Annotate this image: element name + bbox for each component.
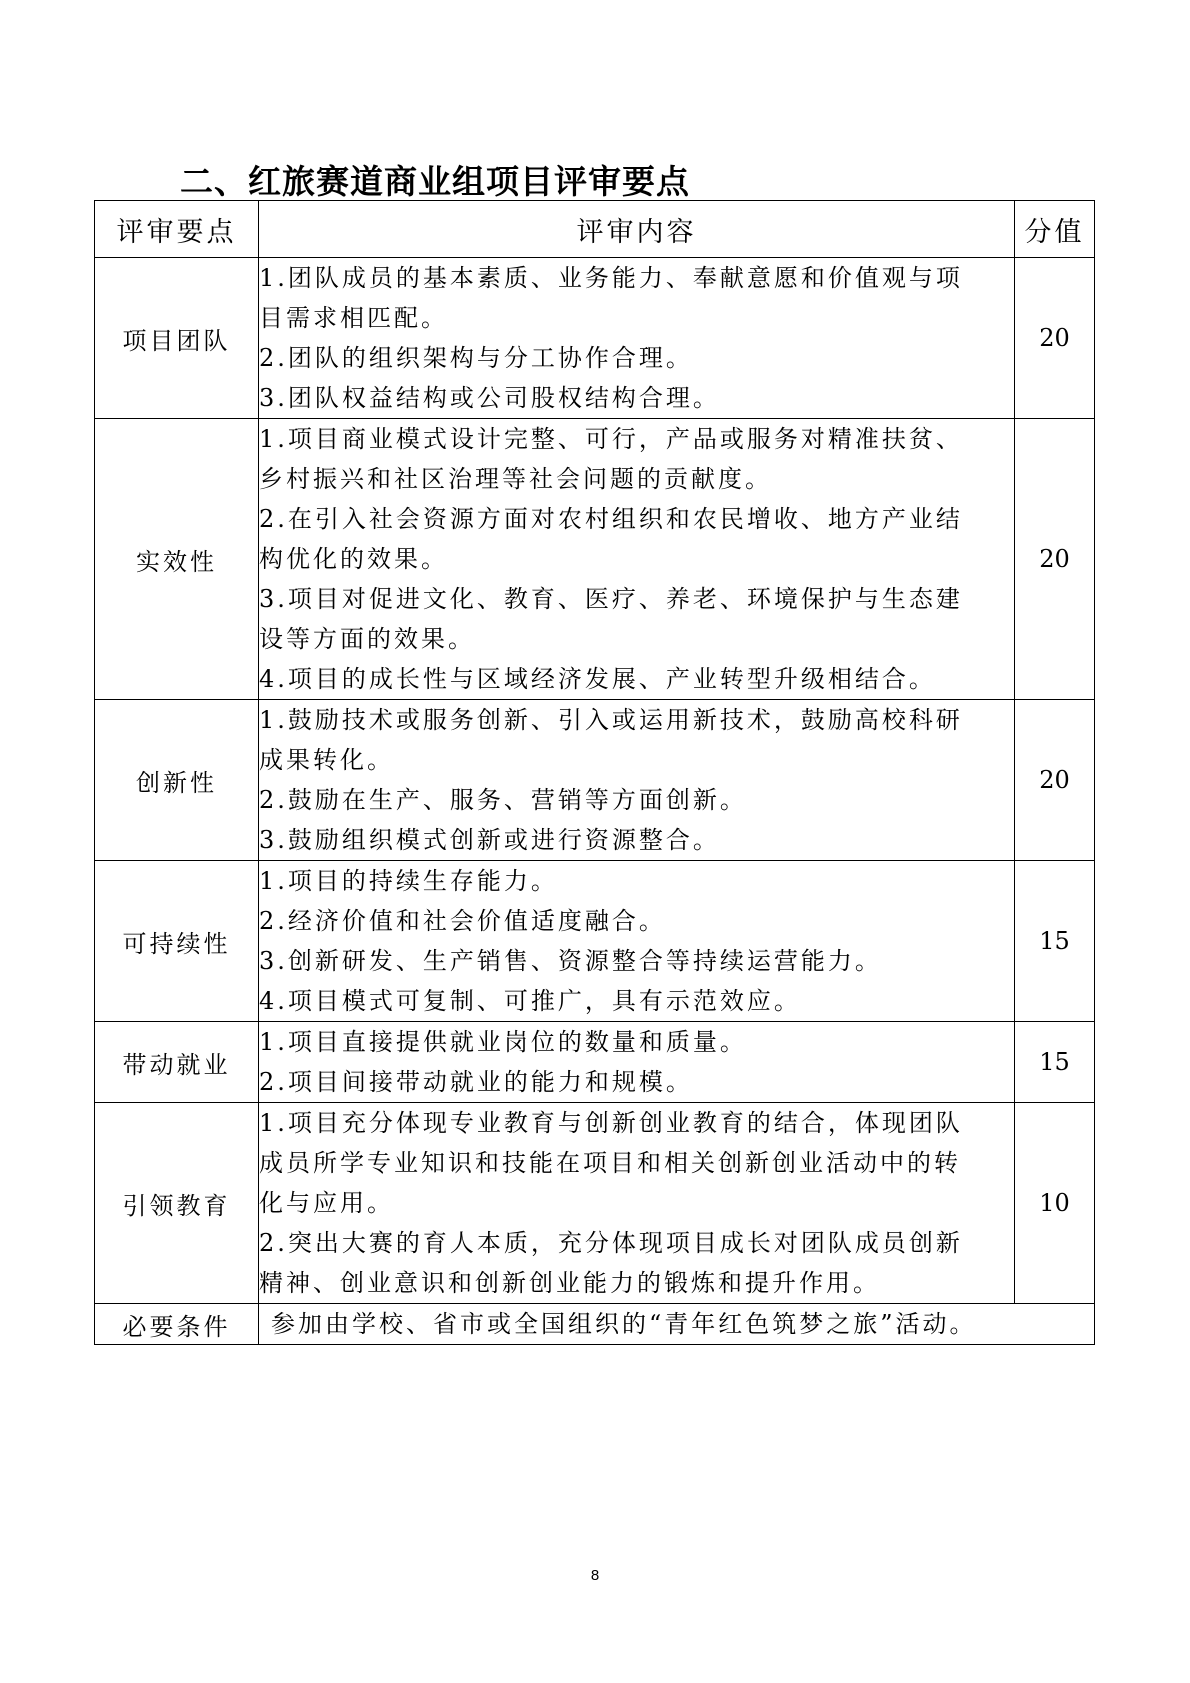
table-row [95, 419, 1095, 700]
review-content-line: 1.项目商业模式设计完整、可行，产品或服务对精准扶贫、 [259, 425, 963, 453]
review-content-line: 3.创新研发、生产销售、资源整合等持续运营能力。 [259, 947, 882, 975]
score-value: 15 [1015, 1022, 1095, 1103]
review-content-line: 成员所学专业知识和技能在项目和相关创新创业活动中的转 [259, 1149, 961, 1177]
review-point-label: 可持续性 [95, 861, 259, 1022]
review-content-line: 目需求相匹配。 [259, 304, 448, 332]
review-content-line: 2.经济价值和社会价值适度融合。 [259, 907, 666, 935]
review-content-cell [259, 258, 1015, 419]
review-content-line: 1.项目的持续生存能力。 [259, 867, 558, 895]
score-value: 20 [1015, 419, 1095, 700]
review-content-cell [259, 419, 1015, 700]
table-row [95, 1022, 1095, 1103]
table-row-required [95, 1304, 1095, 1345]
required-content-cell [259, 1304, 1095, 1345]
review-content-line: 2.鼓励在生产、服务、营销等方面创新。 [259, 786, 747, 814]
review-point-label: 实效性 [95, 419, 259, 700]
table-row [95, 258, 1095, 419]
header-review-point: 评审要点 [95, 201, 259, 258]
page-number: 8 [590, 1567, 600, 1584]
table-body [95, 258, 1095, 1345]
review-content-line: 2.团队的组织架构与分工协作合理。 [259, 344, 693, 372]
review-content-cell [259, 700, 1015, 861]
review-content-line: 3.团队权益结构或公司股权结构合理。 [259, 384, 720, 412]
table-row [95, 700, 1095, 861]
review-content-line: 1.团队成员的基本素质、业务能力、奉献意愿和价值观与项 [259, 264, 963, 292]
review-content-cell [259, 1103, 1015, 1304]
review-content-cell [259, 1022, 1015, 1103]
review-content-line: 设等方面的效果。 [259, 625, 475, 653]
review-content-cell [259, 861, 1015, 1022]
table-row [95, 1103, 1095, 1304]
review-content-line: 构优化的效果。 [259, 545, 448, 573]
review-point-label: 项目团队 [95, 258, 259, 419]
review-content-line: 2.在引入社会资源方面对农村组织和农民增收、地方产业结 [259, 505, 963, 533]
review-content-line: 4.项目的成长性与区域经济发展、产业转型升级相结合。 [259, 665, 936, 693]
score-value: 15 [1015, 861, 1095, 1022]
table-row [95, 861, 1095, 1022]
review-content-line: 1.项目充分体现专业教育与创新创业教育的结合，体现团队 [259, 1109, 963, 1137]
required-content: 参加由学校、省市或全国组织的“青年红色筑梦之旅”活动。 [271, 1310, 977, 1338]
section-heading: 二、红旅赛道商业组项目评审要点 [180, 162, 690, 201]
review-content-line: 1.项目直接提供就业岗位的数量和质量。 [259, 1028, 747, 1056]
table-header-row [95, 201, 1095, 258]
review-content-line: 4.项目模式可复制、可推广，具有示范效应。 [259, 987, 801, 1015]
review-content-line: 精神、创业意识和创新创业能力的锻炼和提升作用。 [259, 1269, 880, 1297]
review-content-line: 3.鼓励组织模式创新或进行资源整合。 [259, 826, 720, 854]
review-content-line: 成果转化。 [259, 746, 394, 774]
score-value: 10 [1015, 1103, 1095, 1304]
review-content-line: 2.项目间接带动就业的能力和规模。 [259, 1068, 693, 1096]
header-score: 分值 [1015, 201, 1095, 258]
review-content-line: 2.突出大赛的育人本质，充分体现项目成长对团队成员创新 [259, 1229, 963, 1257]
review-point-label: 创新性 [95, 700, 259, 861]
review-point-label: 引领教育 [95, 1103, 259, 1304]
review-criteria-table [94, 200, 1095, 1345]
review-content-line: 1.鼓励技术或服务创新、引入或运用新技术，鼓励高校科研 [259, 706, 963, 734]
required-label: 必要条件 [95, 1304, 259, 1345]
score-value: 20 [1015, 258, 1095, 419]
header-review-content: 评审内容 [259, 201, 1015, 258]
review-content-line: 乡村振兴和社区治理等社会问题的贡献度。 [259, 465, 772, 493]
review-point-label: 带动就业 [95, 1022, 259, 1103]
review-content-line: 3.项目对促进文化、教育、医疗、养老、环境保护与生态建 [259, 585, 963, 613]
review-content-line: 化与应用。 [259, 1189, 394, 1217]
score-value: 20 [1015, 700, 1095, 861]
